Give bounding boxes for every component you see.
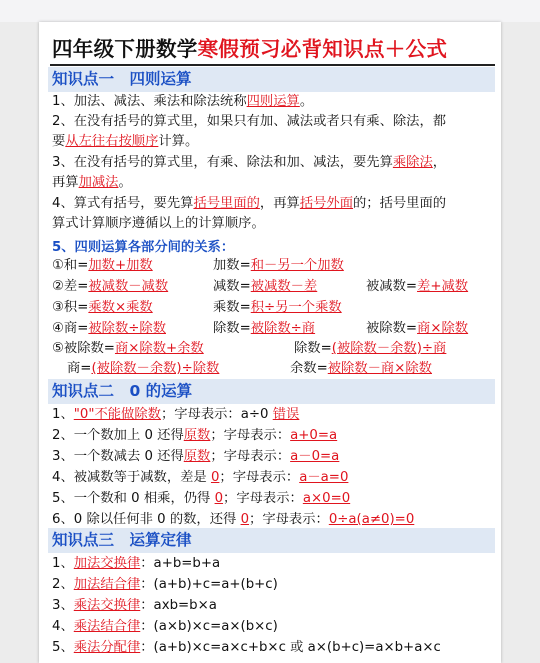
rel-row-2-col2 <box>213 277 317 296</box>
body-text: ；字母表示： <box>219 470 300 485</box>
body-text: ③积= <box>52 300 89 315</box>
highlight-text: a+0=a <box>290 428 338 443</box>
rel-row-2-col3 <box>366 277 468 296</box>
body-text: 商= <box>67 361 92 376</box>
body-text: ；字母表示：a÷0 <box>160 407 273 422</box>
body-text: 2、 <box>52 577 74 592</box>
title-rule <box>50 64 495 66</box>
s2-line-2 <box>52 426 337 445</box>
s2-line-3 <box>52 447 339 466</box>
rel-row-2 <box>52 277 168 296</box>
highlight-text: 乘法分配律 <box>73 640 141 655</box>
highlight-text: 被除数÷除数 <box>88 321 166 336</box>
rel-row-6-col2 <box>290 359 432 378</box>
highlight-text: 0÷a(a≠0)=0 <box>328 512 415 527</box>
body-text: 6、0 除以任何非 0 的数，还得 <box>52 512 241 527</box>
body-text: ：(a+b)×c=a×c+b×c 或 a×(b+c)=a×b+a×c <box>140 640 441 655</box>
highlight-text: 从左往右按顺序 <box>65 134 159 149</box>
body-text: 加数= <box>213 258 251 273</box>
body-text: 算式计算顺序遵循以上的计算顺序。 <box>52 216 265 231</box>
highlight-text: 差+减数 <box>417 279 469 294</box>
body-text: 余数= <box>290 361 328 376</box>
body-text: 乘数= <box>213 300 251 315</box>
body-text: 减数= <box>213 279 251 294</box>
title-red: 寒假预习必背知识点＋公式 <box>197 37 448 61</box>
s3-line-4 <box>52 617 278 636</box>
body-text: 被减数= <box>366 279 418 294</box>
body-text: ， <box>432 155 447 170</box>
s1-line-3 <box>52 132 198 151</box>
body-text: 被除数= <box>366 321 418 336</box>
body-text: ④商= <box>52 321 89 336</box>
body-text: ；字母表示： <box>210 449 291 464</box>
section-heading-2: 知识点二 0 的运算 <box>48 379 495 404</box>
section-heading-1: 知识点一 四则运算 <box>48 67 495 92</box>
relations-subheading: 5、四则运算各部分间的关系： <box>52 240 235 255</box>
rel-row-4 <box>52 319 166 338</box>
body-text: 再算 <box>52 175 79 190</box>
highlight-text: 乘法交换律 <box>73 598 141 613</box>
body-text: 的；括号里面的 <box>353 196 447 211</box>
body-text: ：(a×b)×c=a×(b×c) <box>140 619 278 634</box>
highlight-text: 商×除数 <box>417 321 469 336</box>
highlight-text: 括号外面 <box>299 196 353 211</box>
highlight-text: 错误 <box>272 407 300 422</box>
highlight-text: 加法交换律 <box>73 556 141 571</box>
s1-line-7 <box>52 214 265 233</box>
s2-line-1 <box>52 405 299 424</box>
body-text: 5、一个数和 0 相乘，仍得 <box>52 491 215 506</box>
s1-line-2 <box>52 112 446 131</box>
highlight-text: 被除数－商×除数 <box>327 361 432 376</box>
highlight-text: 加法结合律 <box>73 577 141 592</box>
section-heading-3: 知识点三 运算定律 <box>48 528 495 553</box>
s3-line-3 <box>52 596 217 615</box>
title-black: 四年级下册数学 <box>52 37 198 61</box>
s2-line-6 <box>52 510 414 529</box>
s1-line-6 <box>52 194 446 213</box>
highlight-text: 原数 <box>183 428 211 443</box>
highlight-text: 0 <box>210 470 220 485</box>
highlight-text: 和－另一个加数 <box>250 258 344 273</box>
rel-row-6 <box>67 359 219 378</box>
body-text: ①和= <box>52 258 89 273</box>
highlight-text: 四则运算 <box>246 94 300 109</box>
body-text: 除数= <box>294 341 332 356</box>
rel-row-5 <box>52 339 204 358</box>
body-text: 3、 <box>52 598 74 613</box>
body-text: 计算。 <box>158 134 199 149</box>
rel-row-4-col3 <box>366 319 468 338</box>
highlight-text: 被除数÷商 <box>250 321 316 336</box>
body-text: 。 <box>118 175 132 190</box>
highlight-text: a－a=0 <box>299 470 349 485</box>
rel-row-4-col2 <box>213 319 315 338</box>
highlight-text: 商×除数+余数 <box>114 341 204 356</box>
body-text: 5、 <box>52 640 74 655</box>
s2-line-5 <box>52 489 350 508</box>
body-text: 4、算式有括号，要先算 <box>52 196 194 211</box>
body-text: ，再算 <box>259 196 300 211</box>
highlight-text: 括号里面的 <box>193 196 260 211</box>
highlight-text: 积÷另一个乘数 <box>250 300 342 315</box>
body-text: ：(a+b)+c=a+(b+c) <box>140 577 278 592</box>
body-text: ；字母表示： <box>210 428 291 443</box>
highlight-text: a－0=a <box>290 449 340 464</box>
body-text: 2、一个数加上 0 还得 <box>52 428 184 443</box>
body-text: 1、 <box>52 407 74 422</box>
top-strip <box>0 0 540 22</box>
body-text: 要 <box>52 134 66 149</box>
body-text: 1、加法、减法、乘法和除法统称 <box>52 94 247 109</box>
document-page <box>39 22 501 663</box>
page-title <box>52 32 447 62</box>
s1-line-5 <box>52 173 132 192</box>
highlight-text: 乘法结合律 <box>73 619 141 634</box>
rel-row-1-col2 <box>213 256 344 275</box>
body-text: ②差= <box>52 279 89 294</box>
highlight-text: 0 <box>240 512 250 527</box>
highlight-text: 乘数×乘数 <box>88 300 153 315</box>
body-text: ⑤被除数= <box>52 341 115 356</box>
highlight-text: 原数 <box>183 449 211 464</box>
body-text: 4、 <box>52 619 74 634</box>
body-text: ；字母表示： <box>249 512 329 527</box>
body-text: ：axb=b×a <box>140 598 217 613</box>
body-text: 除数= <box>213 321 251 336</box>
s1-line-1 <box>52 92 313 111</box>
highlight-text: 加数+加数 <box>88 258 153 273</box>
highlight-text: a×0=0 <box>302 491 351 506</box>
rel-row-1 <box>52 256 153 275</box>
s3-line-1 <box>52 554 220 573</box>
body-text: 4、被减数等于减数，差是 <box>52 470 211 485</box>
highlight-text: (被除数－余数)÷商 <box>331 341 447 356</box>
highlight-text: 0 <box>214 491 224 506</box>
s3-line-5 <box>52 638 441 657</box>
highlight-text: 加减法 <box>78 175 119 190</box>
body-text: 3、一个数减去 0 还得 <box>52 449 184 464</box>
body-text: 2、在没有括号的算式里，如果只有加、减法或者只有乘、除法，都 <box>52 114 447 129</box>
highlight-text: 乘除法 <box>392 155 433 170</box>
rel-row-5-col2 <box>294 339 446 358</box>
body-text: ；字母表示： <box>223 491 303 506</box>
rel-row-3 <box>52 298 153 317</box>
s3-line-2 <box>52 575 278 594</box>
body-text: 3、在没有括号的算式里，有乘、除法和加、减法，要先算 <box>52 155 393 170</box>
highlight-text: 被减数－差 <box>250 279 318 294</box>
body-text: 。 <box>299 94 314 109</box>
body-text: 1、 <box>52 556 74 571</box>
highlight-text: "0"不能做除数 <box>73 407 161 422</box>
s2-line-4 <box>52 468 348 487</box>
rel-row-3-col2 <box>213 298 342 317</box>
highlight-text: 被减数－减数 <box>88 279 169 294</box>
s1-line-4 <box>52 153 446 172</box>
body-text: ：a+b=b+a <box>140 556 221 571</box>
highlight-text: (被除数－余数)÷除数 <box>91 361 220 376</box>
